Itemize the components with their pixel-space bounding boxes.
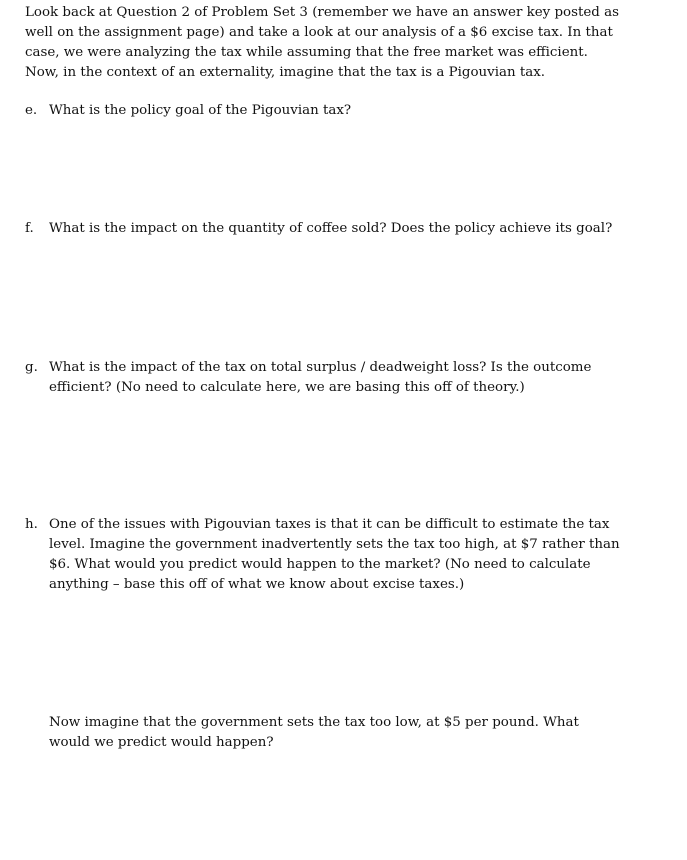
question-f	[25, 219, 625, 239]
question-text: What is the policy goal of the Pigouvian tax?	[49, 103, 352, 118]
question-label: f.	[25, 221, 34, 236]
question-text: One of the issues with Pigouvian taxes is that it can be difficult to estimate the tax level. Imagine the government inadvertently sets the tax too high, at $7 rather than $6. What would you predict would happen to the market? (No need to calculate anything – base this off of what we know about excise taxes.)	[49, 517, 620, 592]
question-label: e.	[25, 103, 38, 118]
question-label: g.	[25, 360, 38, 375]
question-text: What is the impact of the tax on total surplus / deadweight loss? Is the outcome efficient? (No need to calculate here, we are basing this off of theory.)	[49, 360, 592, 395]
question-text: What is the impact on the quantity of coffee sold? Does the policy achieve its goal?	[49, 221, 613, 236]
question-label: h.	[25, 517, 38, 532]
followup-paragraph: Now imagine that the government sets the tax too low, at $5 per pound. What would we predict would happen?	[49, 715, 579, 750]
question-g	[25, 358, 625, 398]
question-e	[25, 101, 625, 121]
question-h	[25, 515, 625, 595]
intro-paragraph: Look back at Question 2 of Problem Set 3 (remember we have an answer key posted as well on the assignment page) and take a look at our analysis of a $6 excise tax. In that case, we were analyzing the tax while assuming that the free market was efficient. Now, in the context of an externality, imagine that the tax is a Pigouvian tax.	[25, 5, 619, 80]
